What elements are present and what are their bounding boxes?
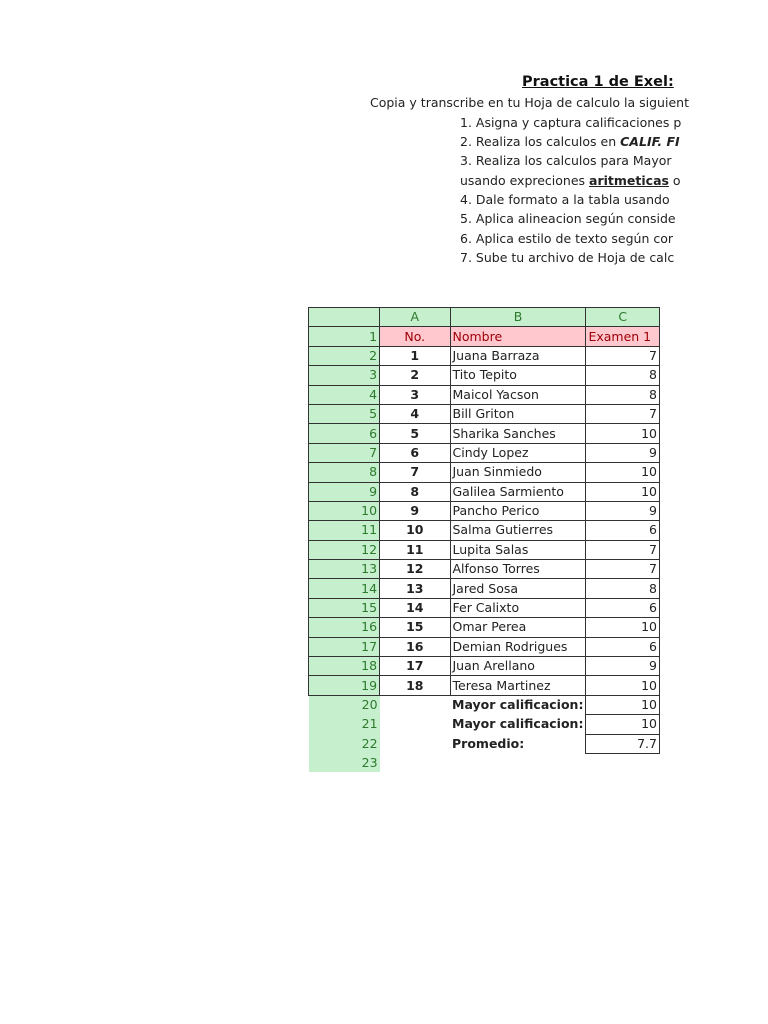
instruction-3-continued [460,173,681,188]
table-row [309,560,660,579]
student-number-cell[interactable]: 18 [380,676,450,695]
column-header-row [309,308,660,327]
table-row [309,501,660,520]
row-number[interactable]: 15 [309,598,380,617]
student-number-cell[interactable]: 8 [380,482,450,501]
student-name-cell[interactable]: Lupita Salas [450,540,586,559]
row-number[interactable]: 8 [309,463,380,482]
empty-cell[interactable] [586,753,660,772]
row-number[interactable]: 22 [309,734,380,753]
row-number[interactable]: 17 [309,637,380,656]
summary-value-cell[interactable]: 10 [586,695,660,714]
instruction-3b-text: usando expreciones [460,173,590,188]
summary-value-cell[interactable]: 7.7 [586,734,660,753]
student-number-cell[interactable]: 12 [380,560,450,579]
student-number-cell[interactable]: 13 [380,579,450,598]
instruction-7: 7. Sube tu archivo de Hoja de calc [460,250,675,265]
student-number-cell[interactable]: 14 [380,598,450,617]
student-name-cell[interactable]: Tito Tepito [450,366,586,385]
row-number[interactable]: 10 [309,501,380,520]
student-number-cell[interactable]: 17 [380,657,450,676]
table-row [309,404,660,423]
row-number[interactable]: 12 [309,540,380,559]
empty-cell[interactable] [380,695,450,714]
exam-score-cell[interactable]: 9 [586,657,660,676]
row-number[interactable]: 1 [309,327,380,346]
spreadsheet-table [308,307,660,772]
header-cell-no[interactable]: No. [380,327,450,346]
instruction-2 [460,134,680,149]
table-row [309,676,660,695]
row-number[interactable]: 13 [309,560,380,579]
exam-score-cell[interactable]: 6 [586,598,660,617]
empty-cell[interactable] [380,715,450,734]
exam-score-cell[interactable]: 8 [586,579,660,598]
row-number[interactable]: 2 [309,346,380,365]
exam-score-cell[interactable]: 6 [586,521,660,540]
row-number[interactable]: 21 [309,715,380,734]
exam-score-cell[interactable]: 7 [586,540,660,559]
row-number[interactable]: 4 [309,385,380,404]
exam-score-cell[interactable]: 7 [586,346,660,365]
table-row [309,637,660,656]
empty-cell[interactable] [380,734,450,753]
exam-score-cell[interactable]: 10 [586,463,660,482]
student-name-cell[interactable]: Alfonso Torres [450,560,586,579]
student-name-cell[interactable]: Maicol Yacson [450,385,586,404]
header-cell-nombre[interactable]: Nombre [450,327,586,346]
table-row [309,618,660,637]
student-number-cell[interactable]: 5 [380,424,450,443]
student-name-cell[interactable]: Juan Sinmiedo [450,463,586,482]
instruction-3b-emphasis: aritmeticas [589,173,669,188]
student-number-cell[interactable]: 9 [380,501,450,520]
table-row [309,657,660,676]
table-row [309,540,660,559]
exam-score-cell[interactable]: 10 [586,618,660,637]
student-number-cell[interactable]: 7 [380,463,450,482]
exam-score-cell[interactable]: 7 [586,560,660,579]
exam-score-cell[interactable]: 10 [586,482,660,501]
student-name-cell[interactable]: Omar Perea [450,618,586,637]
student-number-cell[interactable]: 1 [380,346,450,365]
document-title: Practica 1 de Exel: [522,74,674,90]
table-row [309,424,660,443]
instruction-2-text: 2. Realiza los calculos en [460,134,621,149]
exam-score-cell[interactable]: 9 [586,501,660,520]
table-row [309,579,660,598]
table-row [309,521,660,540]
student-name-cell[interactable]: Salma Gutierres [450,521,586,540]
intro-text: Copia y transcribe en tu Hoja de calculo la siguient [370,95,689,110]
summary-value-cell[interactable]: 10 [586,715,660,734]
header-cell-examen[interactable]: Examen 1 [586,327,660,346]
row-number[interactable]: 18 [309,657,380,676]
row-number[interactable]: 20 [309,695,380,714]
corner-cell [309,308,380,327]
instruction-6: 6. Aplica estilo de texto según cor [460,231,674,246]
column-header-c[interactable]: C [586,308,660,327]
row-number[interactable]: 6 [309,424,380,443]
instruction-4: 4. Dale formato a la tabla usando [460,192,670,207]
row-number[interactable]: 5 [309,404,380,423]
exam-score-cell[interactable]: 6 [586,637,660,656]
row-number[interactable]: 16 [309,618,380,637]
table-row [309,443,660,462]
row-number[interactable]: 14 [309,579,380,598]
exam-score-cell[interactable]: 7 [586,404,660,423]
student-number-cell[interactable]: 10 [380,521,450,540]
exam-score-cell[interactable]: 8 [586,385,660,404]
student-name-cell[interactable]: Demian Rodrigues [450,637,586,656]
student-name-cell[interactable]: Galilea Sarmiento [450,482,586,501]
column-header-a[interactable]: A [380,308,450,327]
summary-label-cell[interactable]: Mayor calificacion: [452,697,584,713]
student-name-cell[interactable]: Juan Arellano [450,657,586,676]
instruction-1: 1. Asigna y captura calificaciones p [460,115,682,130]
summary-row [309,695,660,714]
student-number-cell[interactable]: 2 [380,366,450,385]
student-name-cell[interactable]: Juana Barraza [450,346,586,365]
summary-row [309,734,660,753]
student-name-cell[interactable]: Bill Griton [450,404,586,423]
student-number-cell[interactable]: 3 [380,385,450,404]
student-name-cell[interactable]: Sharika Sanches [450,424,586,443]
student-number-cell[interactable]: 6 [380,443,450,462]
row-number[interactable]: 11 [309,521,380,540]
instruction-2-emphasis: CALIF. FI [620,134,680,149]
exam-score-cell[interactable]: 10 [586,424,660,443]
exam-score-cell[interactable]: 9 [586,443,660,462]
student-number-cell[interactable]: 15 [380,618,450,637]
table-row [309,482,660,501]
summary-label-cell[interactable]: Promedio: [452,735,525,751]
instruction-5: 5. Aplica alineacion según conside [460,211,676,226]
row-number[interactable]: 7 [309,443,380,462]
student-number-cell[interactable]: 16 [380,637,450,656]
table-row [309,346,660,365]
student-name-cell[interactable]: Fer Calixto [450,598,586,617]
table-row [309,366,660,385]
student-name-cell[interactable]: Cindy Lopez [450,443,586,462]
column-header-b[interactable]: B [450,308,586,327]
student-number-cell[interactable]: 11 [380,540,450,559]
student-number-cell[interactable]: 4 [380,404,450,423]
table-row [309,598,660,617]
table-row [309,463,660,482]
empty-cell[interactable] [380,753,450,772]
student-name-cell[interactable]: Jared Sosa [450,579,586,598]
row-number[interactable]: 23 [309,753,380,772]
header-row [309,327,660,346]
table-row [309,753,660,772]
row-number[interactable]: 9 [309,482,380,501]
row-number[interactable]: 19 [309,676,380,695]
exam-score-cell[interactable]: 10 [586,676,660,695]
row-number[interactable]: 3 [309,366,380,385]
table-row [309,385,660,404]
student-name-cell[interactable]: Pancho Perico [450,501,586,520]
instruction-3b-tail: o [668,173,681,188]
instruction-3: 3. Realiza los calculos para Mayor [460,153,672,168]
exam-score-cell[interactable]: 8 [586,366,660,385]
empty-cell[interactable] [450,753,586,772]
summary-row [309,715,660,734]
student-name-cell[interactable]: Teresa Martinez [450,676,586,695]
summary-label-cell[interactable]: Mayor calificacion: [452,716,584,732]
